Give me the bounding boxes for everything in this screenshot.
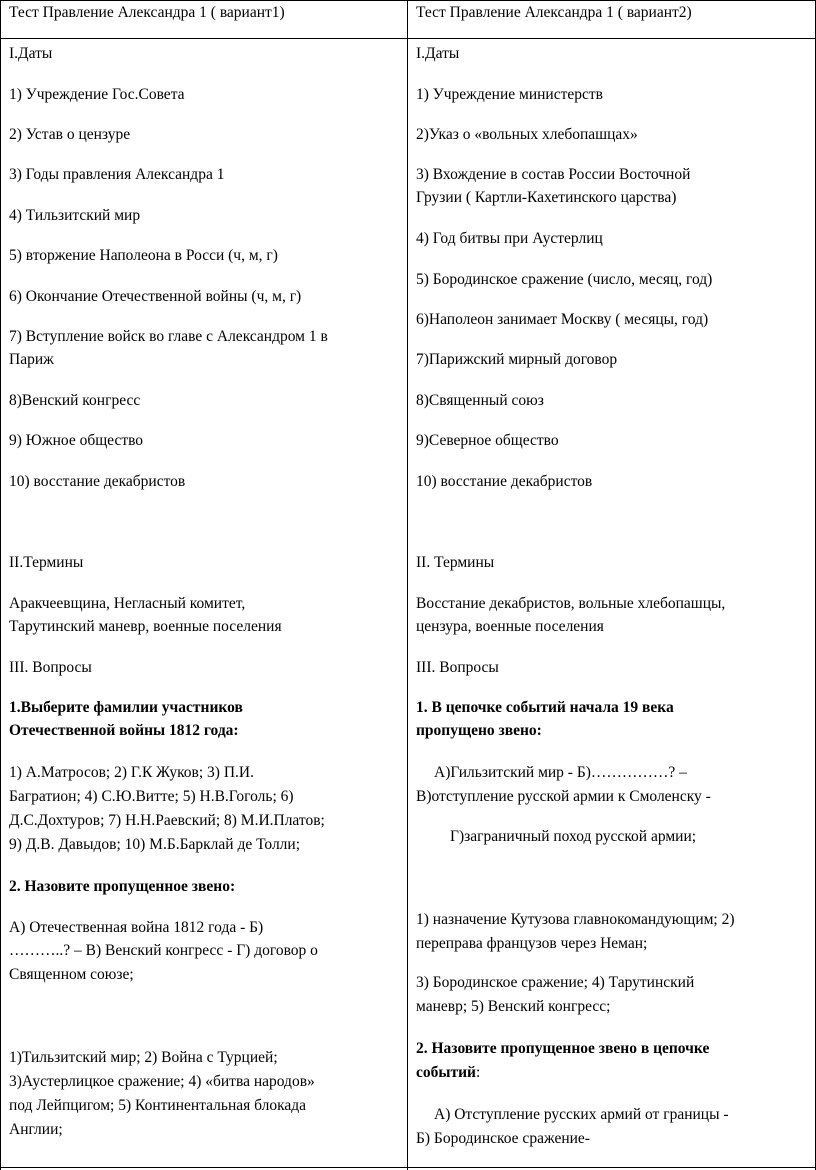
variant2-date-item: 3) Вхождение в состав России Восточной bbox=[416, 166, 691, 183]
variant1-date-item-cont: Париж bbox=[9, 351, 54, 368]
variant2-q1-title: пропущено звено: bbox=[416, 722, 542, 739]
variant2-q2-chain-line: А) Отступление русских армий от границы - bbox=[434, 1106, 729, 1123]
variant1-q1-option-line: 1) А.Матросов; 2) Г.К Жуков; 3) П.И. bbox=[9, 764, 254, 781]
table-column-divider bbox=[407, 0, 408, 1170]
variant1-q1-title: Отечественной войны 1812 года: bbox=[9, 722, 239, 739]
variant1-terms-heading: II.Термины bbox=[9, 554, 84, 571]
variant2-date-item: 7)Парижский мирный договор bbox=[416, 351, 618, 368]
variant2-date-item: 1) Учреждение министерств bbox=[416, 86, 603, 103]
variant1-q2-option-line: 3)Аустерлицкое сражение; 4) «битва народов» bbox=[9, 1073, 315, 1090]
variant1-q2-option-line: под Лейпцигом; 5) Континентальная блокада bbox=[9, 1097, 307, 1114]
variant1-date-item: 7) Вступление войск во главе с Александром 1 в bbox=[9, 328, 328, 345]
variant2-terms-heading: II. Термины bbox=[416, 554, 495, 571]
variant2-q2-title-colon: : bbox=[475, 1064, 481, 1081]
variant1-date-item: 5) вторжение Наполеона в Росси (ч, м, г) bbox=[9, 247, 278, 264]
variant1-q1-option-line: Д.С.Дохтуров; 7) Н.Н.Раевский; 8) М.И.Платов; bbox=[9, 812, 325, 829]
variant2-date-item-cont: Грузии ( Картли-Кахетинского царства) bbox=[416, 189, 677, 206]
variant2-questions-heading: III. Вопросы bbox=[416, 659, 499, 676]
variant2-header: Тест Правление Александра 1 ( вариант2) bbox=[416, 4, 692, 21]
variant2-date-item: 4) Год битвы при Аустерлиц bbox=[416, 230, 603, 247]
variant2-date-item: 2)Указ о «вольных хлебопашцах» bbox=[416, 126, 638, 143]
variant2-q2-chain-line: Б) Бородинское сражение- bbox=[416, 1130, 590, 1147]
variant1-q1-option-line: 9) Д.В. Давыдов; 10) М.Б.Барклай де Толли; bbox=[9, 836, 301, 853]
variant1-date-item: 6) Окончание Отечественной войны (ч, м, г) bbox=[9, 288, 302, 305]
variant2-date-item: 8)Священный союз bbox=[416, 392, 544, 409]
variant2-dates-heading: I.Даты bbox=[416, 45, 460, 62]
variant2-q1-option-line: 1) назначение Кутузова главнокомандующим; 2) bbox=[416, 911, 735, 928]
variant1-q1-title: 1.Выберите фамилии участников bbox=[9, 699, 243, 716]
table-border-top bbox=[0, 0, 816, 1]
variant2-q1-option-line: переправа французов через Неман; bbox=[416, 935, 648, 952]
variant1-date-item: 4) Тильзитский мир bbox=[9, 207, 141, 224]
variant1-dates-heading: I.Даты bbox=[9, 45, 53, 62]
variant2-q1-chain-line: В)отступление русской армии к Смоленску - bbox=[416, 788, 711, 805]
variant1-date-item: 1) Учреждение Гос.Совета bbox=[9, 86, 185, 103]
variant1-date-item: 3) Годы правления Александра 1 bbox=[9, 166, 225, 183]
variant2-q1-chain-line: Г)заграничный поход русской армии; bbox=[450, 828, 697, 845]
variant2-date-item: 10) восстание декабристов bbox=[416, 473, 593, 490]
variant2-date-item: 5) Бородинское сражение (число, месяц, год) bbox=[416, 271, 713, 288]
variant1-q2-chain-line: Священном союзе; bbox=[9, 966, 134, 983]
variant1-q2-chain-line: ………..? – В) Венский конгресс - Г) договор о bbox=[9, 942, 318, 959]
table-header-divider bbox=[0, 38, 816, 39]
variant2-q1-title: 1. В цепочке событий начала 19 века bbox=[416, 699, 674, 716]
variant2-q2-title-cont bbox=[416, 1062, 808, 1084]
variant1-date-item: 8)Венский конгресс bbox=[9, 392, 141, 409]
variant2-q1-option-line: 3) Бородинское сражение; 4) Тарутинский bbox=[416, 974, 695, 991]
variant2-q1-chain-line: А)Гильзитский мир - Б)……………? – bbox=[434, 764, 687, 781]
variant1-questions-heading: III. Вопросы bbox=[9, 659, 92, 676]
table-border-left bbox=[0, 0, 1, 1170]
variant2-date-item: 9)Северное общество bbox=[416, 432, 559, 449]
variant2-q1-option-line: маневр; 5) Венский конгресс; bbox=[416, 998, 611, 1015]
variant1-date-item: 9) Южное общество bbox=[9, 432, 144, 449]
variant1-q2-chain-line: А) Отечественная война 1812 года - Б) bbox=[9, 919, 264, 936]
variant2-date-item: 6)Наполеон занимает Москву ( месяцы, год) bbox=[416, 311, 709, 328]
variant2-q2-title: 2. Назовите пропущенное звено в цепочке bbox=[416, 1040, 710, 1057]
variant1-terms-line: Тарутинский маневр, военные поселения bbox=[9, 618, 282, 635]
variant1-q2-option-line: Англии; bbox=[9, 1121, 63, 1138]
variant2-terms-line: Восстание декабристов, вольные хлебопашцы, bbox=[416, 595, 726, 612]
variant1-date-item: 2) Устав о цензуре bbox=[9, 126, 131, 143]
variant1-q2-title: 2. Назовите пропущенное звено: bbox=[9, 878, 236, 895]
variant1-date-item: 10) восстание декабристов bbox=[9, 473, 186, 490]
variant1-q1-option-line: Багратион; 4) С.Ю.Витте; 5) Н.В.Гоголь; 6) bbox=[9, 788, 294, 805]
variant1-q2-option-line: 1)Тильзитский мир; 2) Война с Турцией; bbox=[9, 1049, 278, 1066]
variant1-terms-line: Аракчеевщина, Негласный комитет, bbox=[9, 595, 246, 612]
variant2-q2-title-word: событий bbox=[416, 1064, 476, 1081]
variant1-header: Тест Правление Александра 1 ( вариант1) bbox=[9, 4, 285, 21]
variant2-terms-line: цензура, военные поселения bbox=[416, 618, 604, 635]
table-border-bottom bbox=[0, 1167, 816, 1168]
